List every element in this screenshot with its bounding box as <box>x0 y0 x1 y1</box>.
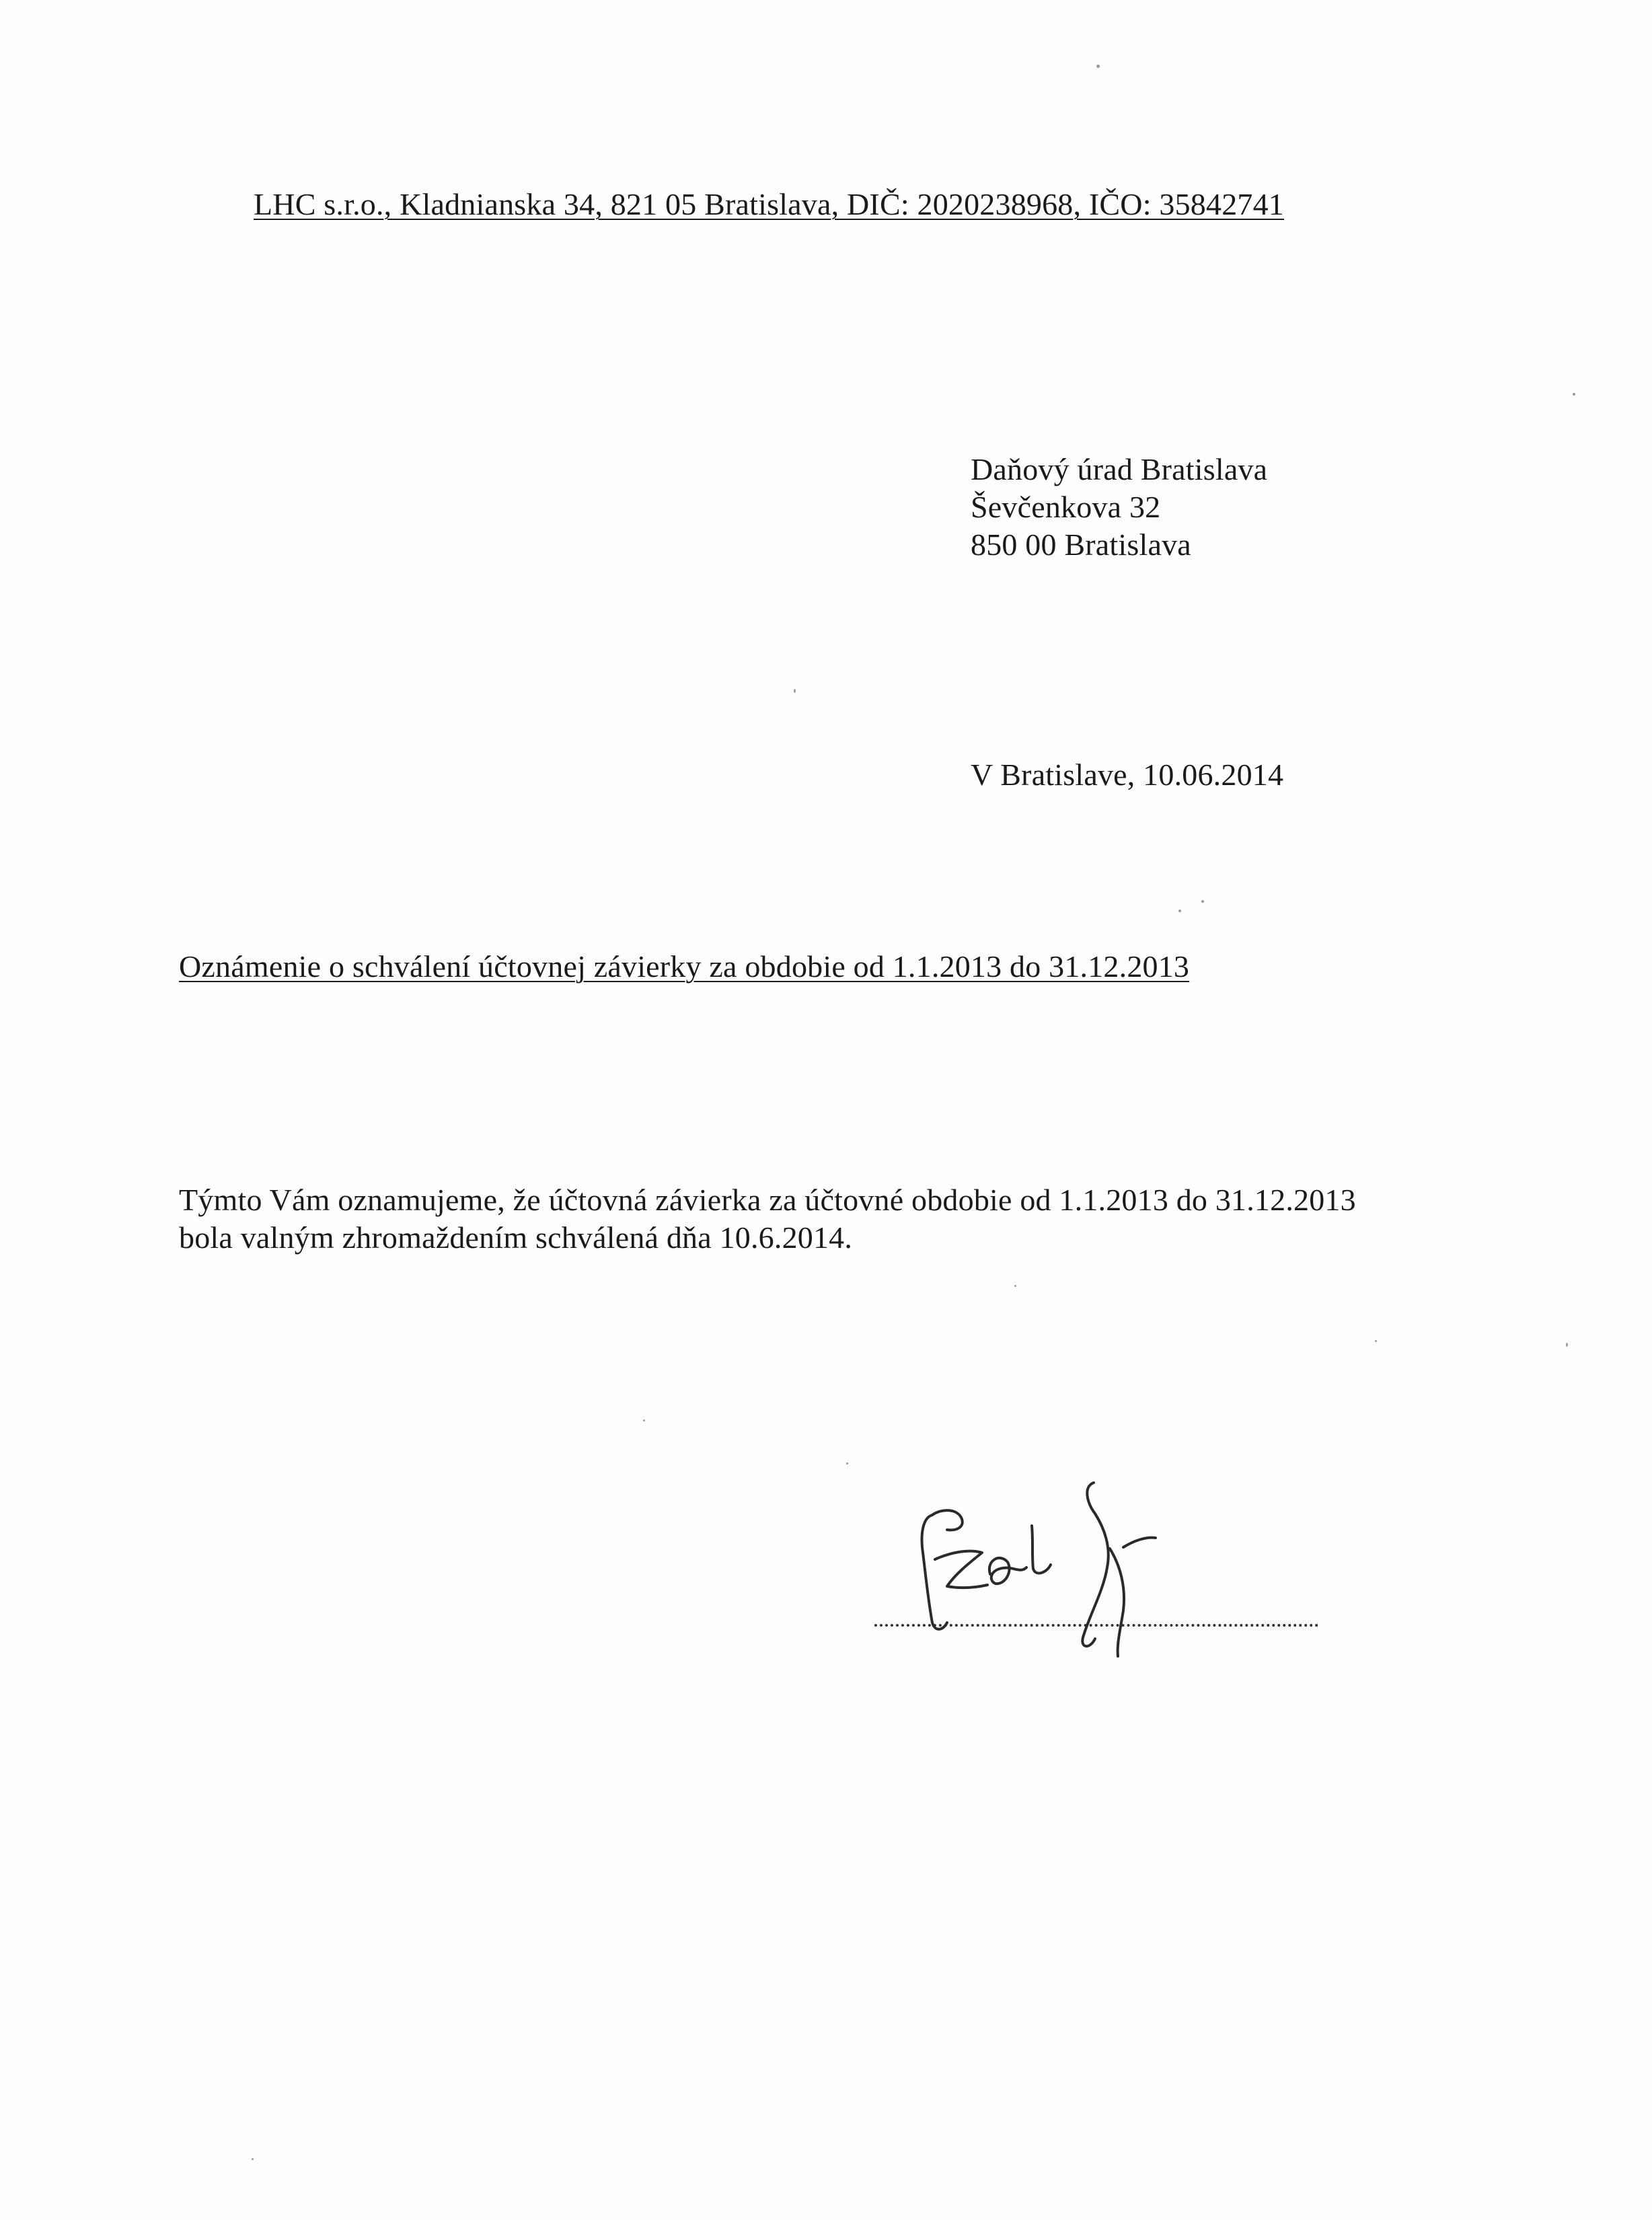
scan-speck <box>1375 1340 1377 1342</box>
body-line-1: Týmto Vám oznamujeme, že účtovná závierka za účtovné obdobie od 1.1.2013 do 31.12.2013 <box>179 1183 1356 1217</box>
scan-speck <box>1096 65 1100 68</box>
sender-letterhead: LHC s.r.o., Kladnianska 34, 821 05 Bratislava, DIČ: 2020238968, IČO: 35842741 <box>254 187 1285 221</box>
handwritten-signature <box>868 1473 1339 1675</box>
recipient-city: 850 00 Bratislava <box>971 527 1191 562</box>
scan-speck <box>1201 900 1204 903</box>
scan-speck <box>1573 393 1575 396</box>
place-and-date: V Bratislave, 10.06.2014 <box>971 757 1284 792</box>
letter-body <box>179 1181 1356 1257</box>
scan-speck <box>1178 910 1181 912</box>
scan-speck <box>846 1463 848 1465</box>
scan-speck <box>794 689 796 693</box>
recipient-name: Daňový úrad Bratislava <box>971 452 1268 486</box>
recipient-street: Ševčenkova 32 <box>971 490 1161 524</box>
recipient-address <box>971 451 1267 564</box>
body-line-2: bola valným zhromaždením schválená dňa 10.6.2014. <box>179 1220 853 1255</box>
letter-subject: Oznámenie o schválení účtovnej závierky za obdobie od 1.1.2013 do 31.12.2013 <box>179 949 1190 984</box>
scan-speck <box>1014 1285 1016 1287</box>
scan-speck <box>643 1419 645 1421</box>
scan-speck <box>1566 1343 1568 1347</box>
scan-speck <box>252 2158 254 2160</box>
